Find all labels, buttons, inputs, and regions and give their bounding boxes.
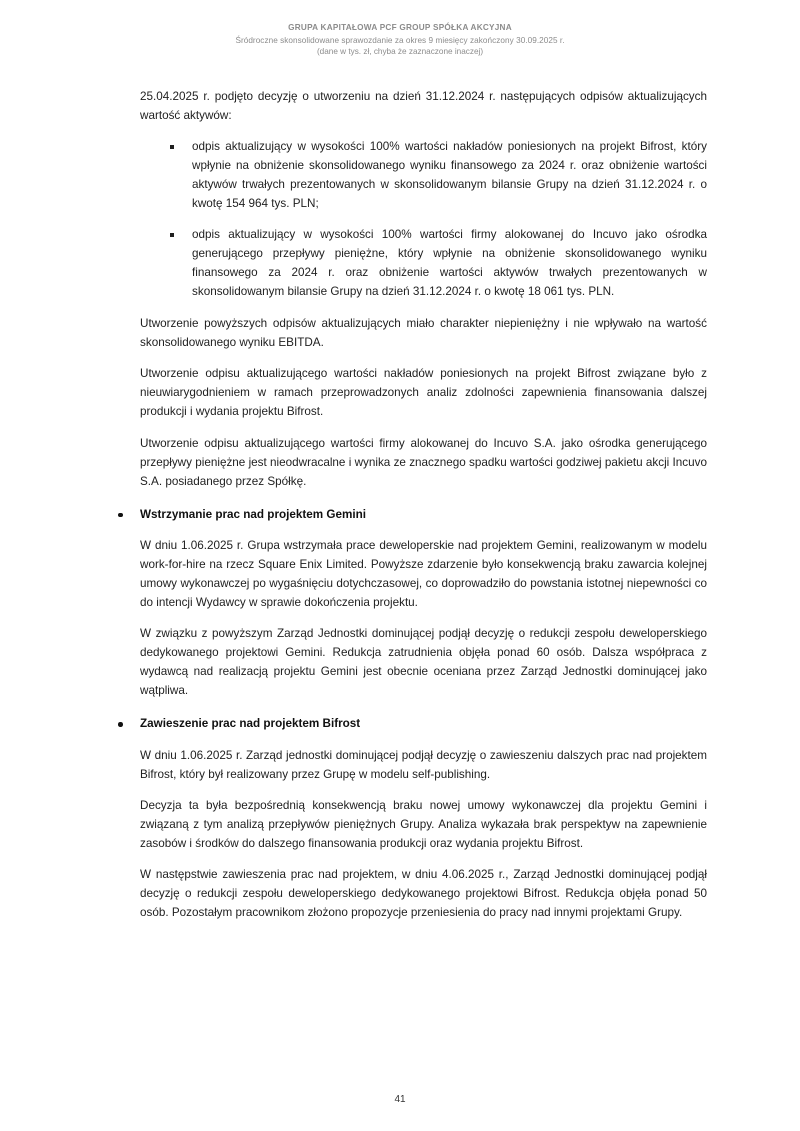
gemini-paragraph-1: W dniu 1.06.2025 r. Grupa wstrzymała prace deweloperskie nad projektem Gemini, realizowanym w modelu work-for-hire na rzecz Square Enix Limited. Powyższe zdarzenie było konsekwencją braku zawarcia kolejnej umowy wykonawczej po wygaśnięciu dotychczasowej, co doprowadziło do powstania istotnej niepewności co do intencji Wydawcy w sprawie dokończenia projektu. <box>140 539 707 609</box>
paragraph-impairment-noncash: Utworzenie powyższych odpisów aktualizujących miało charakter niepieniężny i nie wpływało na wartość skonsolidowanego wyniku EBITDA. <box>140 317 707 349</box>
section-heading-gemini <box>108 506 707 525</box>
section-heading-bifrost <box>108 715 707 734</box>
round-bullet-icon <box>118 722 123 727</box>
intro-paragraph: 25.04.2025 r. podjęto decyzję o utworzeniu na dzień 31.12.2024 r. następujących odpisów aktualizujących wartość aktywów: <box>140 90 707 122</box>
section-heading-text: Wstrzymanie prac nad projektem Gemini <box>140 507 367 521</box>
header-units-note: (dane w tys. zł, chyba że zaznaczone inaczej) <box>316 47 484 57</box>
gemini-paragraph-2: W związku z powyższym Zarząd Jednostki dominującej podjął decyzję o redukcji zespołu deweloperskiego dedykowanego projektowi Gemini. Redukcja zatrudnienia objęła ponad 60 osób. Dalsza współpraca z wydawcą nad realizacją projektu Gemini jest obecnie oceniana przez Zarząd Jednostki dominującej jako wątpliwa. <box>140 627 707 698</box>
square-bullet-icon <box>170 233 174 237</box>
document-running-header <box>0 22 800 58</box>
bifrost-paragraph-1: W dniu 1.06.2025 r. Zarząd jednostki dominującej podjął decyzję o zawieszeniu dalszych prac nad projektem Bifrost, który był realizowany przez Grupę w modelu self-publishing. <box>140 748 707 781</box>
paragraph-impairment-incuvo: Utworzenie odpisu aktualizującego wartości firmy alokowanej do Incuvo S.A. jako ośrodka generującego przepływy pieniężne jest nieodwracalne i wynika ze znacznego spadku wartości godziwej pakietu akcji Incuvo S.A. posiadanego przez Spółkę. <box>140 436 707 488</box>
header-company-name: GRUPA KAPITAŁOWA PCF GROUP SPÓŁKA AKCYJNA <box>288 23 512 32</box>
document-body <box>140 88 707 923</box>
round-bullet-icon <box>118 513 123 518</box>
header-report-subtitle: Śródroczne skonsolidowane sprawozdanie za okres 9 miesięcy zakończony 30.09.2025 r. <box>235 35 565 45</box>
impairment-bullet-list <box>140 138 707 302</box>
bifrost-paragraph-3: W następstwie zawieszenia prac nad projektem, w dniu 4.06.2025 r., Zarząd Jednostki dominującej podjął decyzję o redukcji zespołu deweloperskiego dedykowanego projektowi Bifrost. Redukcja objęła ponad 50 osób. Pozostałym pracownikom złożono propozycje przeniesienia do pracy nad innymi projektami Grupy. <box>140 868 707 920</box>
list-item-text: odpis aktualizujący w wysokości 100% wartości nakładów poniesionych na projekt Bifrost, który wpłynie na obniżenie skonsolidowanego wyniku finansowego za 2024 r. oraz obniżenie wartości aktywów trwałych prezentowanych w skonsolidowanym bilansie Grupy na dzień 31.12.2024 r. o kwotę 154 964 tys. PLN; <box>192 140 707 211</box>
section-heading-text: Zawieszenie prac nad projektem Bifrost <box>140 717 361 731</box>
list-item <box>140 226 707 302</box>
square-bullet-icon <box>170 145 174 149</box>
bifrost-paragraph-2: Decyzja ta była bezpośrednią konsekwencją braku nowej umowy wykonawczej dla projektu Gemini i związaną z tym analizą przepływów pieniężnych Grupy. Analiza wykazała brak perspektyw na zapewnienie zasobów i środków do dalszego finansowania produkcji oraz wydania projektu Bifrost. <box>140 799 707 850</box>
page-footer <box>0 1094 800 1105</box>
paragraph-impairment-bifrost: Utworzenie odpisu aktualizującego wartości nakładów poniesionych na projekt Bifrost związane było z nieuwiarygodnieniem w ramach przeprowadzonych analiz zdolności zapewnienia finansowania dalszej produkcji i wydania projektu Bifrost. <box>140 367 707 419</box>
list-item <box>140 138 707 214</box>
list-item-text: odpis aktualizujący w wysokości 100% wartości firmy alokowanej do Incuvo jako ośrodka generującego przepływy pieniężne, który wpłynie na obniżenie skonsolidowanego wyniku finansowego za 2024 r. oraz obniżenie wartości aktywów trwałych prezentowanych w skonsolidowanym bilansie Grupy na dzień 31.12.2024 r. o kwotę 18 061 tys. PLN. <box>192 228 707 299</box>
page-number: 41 <box>394 1094 406 1105</box>
